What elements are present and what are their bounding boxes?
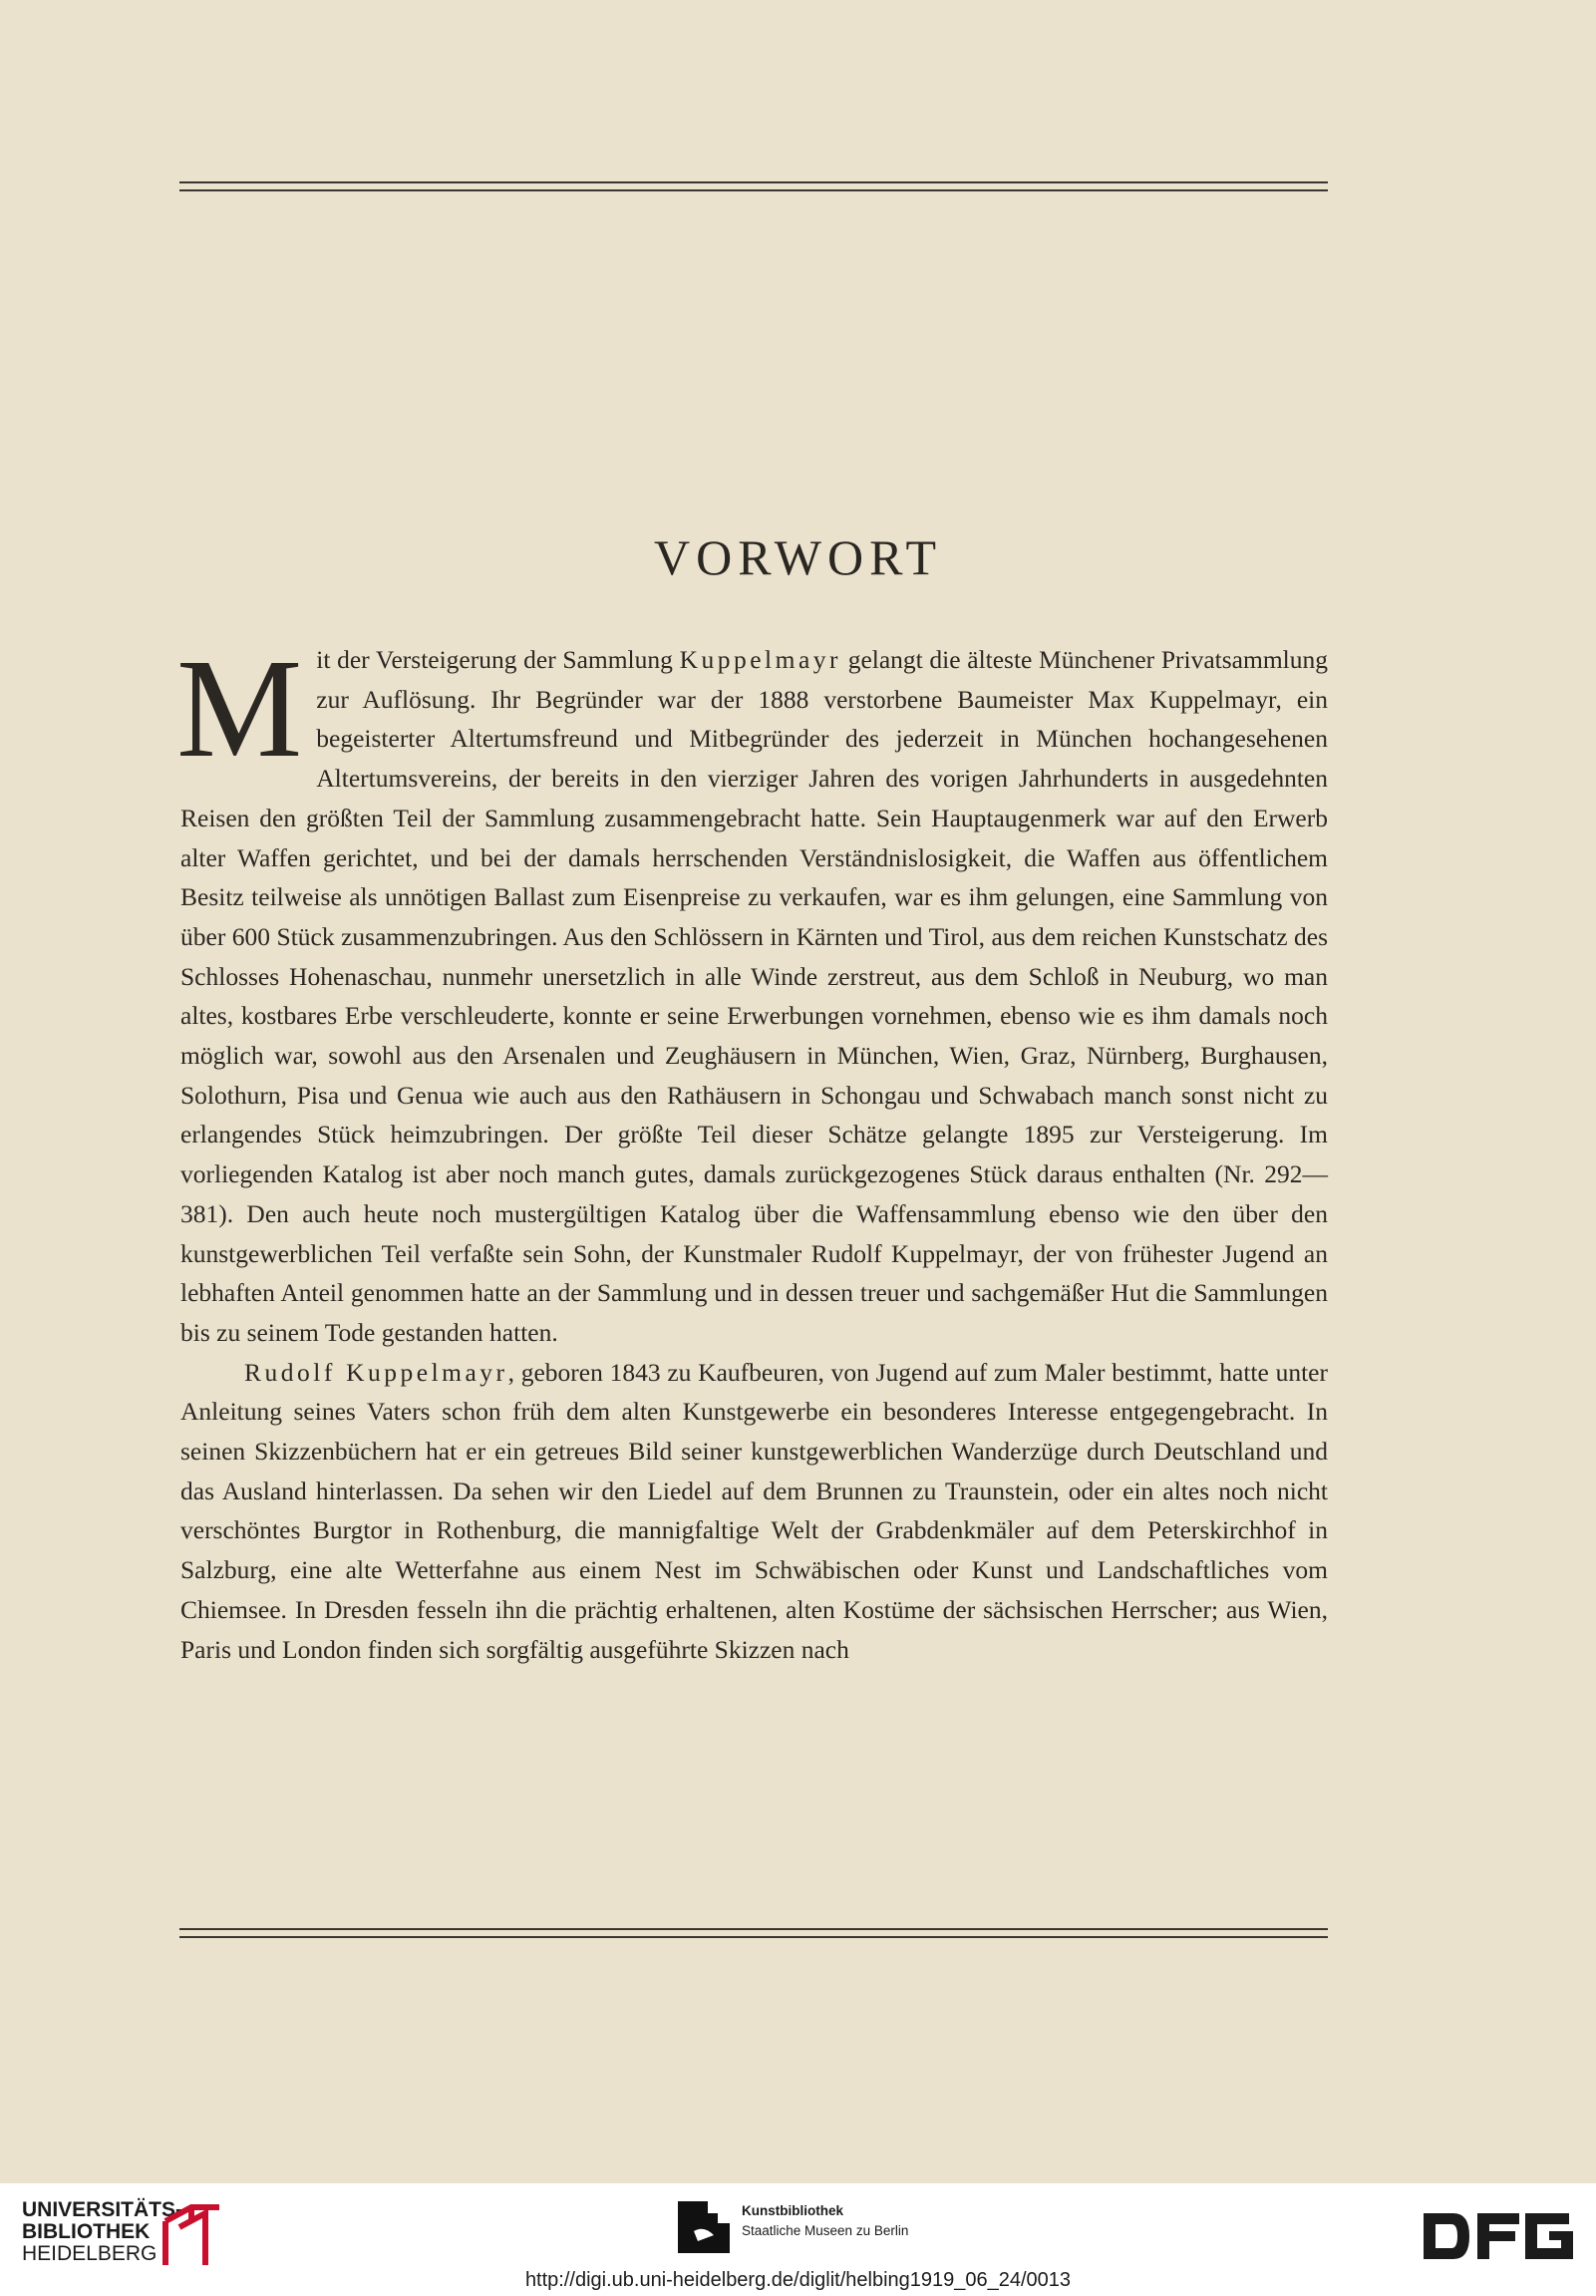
footer-bar xyxy=(0,2183,1596,2296)
kunstbibliothek-wordmark[interactable] xyxy=(742,2201,908,2241)
ub-line-3: HEIDELBERG xyxy=(22,2242,158,2265)
paragraph-1-text: gelangt die älteste Münchener Privatsammlung zur Auflösung. Ihr Begründer war der 1888 verstorbene Baumeister Max Kuppelmayr, ein begeisterter Altertumsfreund und Mitbegründer des jederzeit in München hochangesehenen Altertumsvereins, der bereits in den vierziger Jahren des vorigen Jahrhunderts in ausgedehnten Reisen den größten Teil der Sammlung zusammengebracht hatte. Sein Hauptaugenmerk war auf den Erwerb alter Waffen gerichtet, und bei der damals herrschenden Verständnislosigkeit, die Waffen aus öffentlichem Besitz teilweise als unnötigen Ballast zum Eisenpreise zu verkaufen, war es ihm gelungen, eine Sammlung von über 600 Stück zusammenzubringen. Aus den Schlössern in Kärnten und Tirol, aus dem reichen Kunstschatz des Schlosses Hohenaschau, nunmehr unersetzlich in alle Winde zerstreut, aus dem Schloß in Neuburg, wo man altes, kostbares Erbe verschleuderte, konnte er seine Erwerbungen vornehmen, ebenso wie es ihm damals noch möglich war, sowohl aus den Arsenalen und Zeughäusern in München, Wien, Graz, Nürnberg, Burghausen, Solothurn, Pisa und Genua wie auch aus den Rathäusern in Schongau und Schwabach manch sonst nicht zu erlangendes Stück heimzubringen. Der größte Teil dieser Schätze gelangte 1895 zur Versteigerung. Im vorliegenden Katalog ist aber noch manch gutes, damals zurückgezogenes Stück daraus enthalten (Nr. 292—381). Den auch heute noch mustergültigen Katalog über die Waffensammlung ebenso wie den über den kunstgewerblichen Teil verfaßte sein Sohn, der Kunstmaler Rudolf Kuppelmayr, der von frühester Jugend an lebhaften Anteil genommen hatte an der Sammlung und in dessen treuer und sachgemäßer Hut die Sammlungen bis zu seinem Tode gestanden hatten. xyxy=(180,645,1328,1347)
kb-subtitle: Staatliche Museen zu Berlin xyxy=(742,2223,909,2238)
permalink-url[interactable]: http://digi.ub.uni-heidelberg.de/diglit/helbing1919_06_24/0013 xyxy=(524,2269,1072,2291)
paragraph-1-intro: it der Versteigerung der Sammlung xyxy=(316,645,680,674)
kb-name: Kunstbibliothek xyxy=(742,2203,843,2218)
bottom-double-rule xyxy=(179,1928,1328,1938)
paragraph-1 xyxy=(176,629,1328,1353)
drop-cap: M xyxy=(176,629,303,787)
paragraph-2 xyxy=(180,1353,1328,1670)
ub-heidelberg-logo-icon[interactable] xyxy=(158,2199,227,2269)
page-title: VORWORT xyxy=(654,529,942,585)
person-name: Rudolf Kuppelmayr xyxy=(244,1357,508,1387)
ub-line-1: UNIVERSITÄTS- xyxy=(22,2198,183,2221)
paragraph-2-text: , geboren 1843 zu Kaufbeuren, von Jugend auf zum Maler bestimmt, hatte unter Anleitung seines Vaters schon früh dem alten Kunstgewerbe ein besonderes Interesse entgegengebracht. In seinen Skizzenbüchern hat er ein getreues Bild seiner kunstgewerblichen Wanderzüge durch Deutschland und das Ausland hinterlassen. Da sehen wir den Liedel auf dem Brunnen zu Traunstein, oder ein altes noch nicht verschöntes Burgtor in Rothenburg, die mannigfaltige Welt der Grabdenkmäler auf dem Peterskirchhof in Salzburg, eine alte Wetterfahne aus einem Nest im Schwäbischen oder Kunst und Landschaftliches vom Chiemsee. In Dresden fesseln ihn die prächtig erhaltenen, alten Kostüme der sächsischen Herrscher; aus Wien, Paris und London finden sich sorgfältig ausgeführte Skizzen nach xyxy=(180,1357,1328,1664)
dfg-logo-icon[interactable] xyxy=(1420,2207,1579,2265)
collection-name: Kuppelmayr xyxy=(679,645,842,674)
top-double-rule xyxy=(179,181,1328,191)
ub-line-2: BIBLIOTHEK xyxy=(22,2220,151,2243)
body-text xyxy=(176,629,1328,1669)
kunstbibliothek-logo-icon[interactable] xyxy=(678,2201,730,2253)
